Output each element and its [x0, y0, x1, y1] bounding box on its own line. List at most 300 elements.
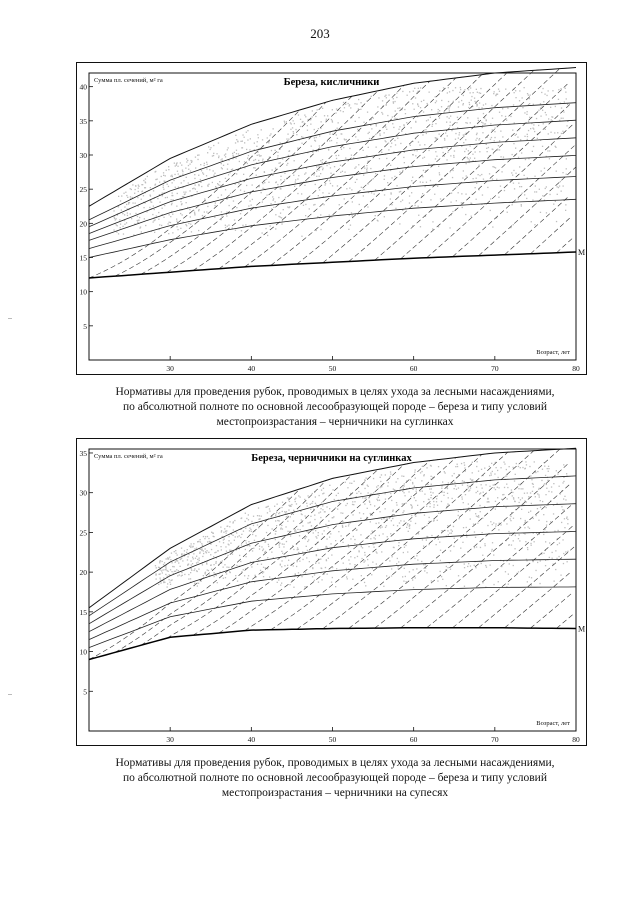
data-point	[452, 211, 453, 212]
data-point	[407, 524, 408, 525]
data-point	[216, 153, 217, 154]
data-point	[459, 134, 460, 135]
data-point	[535, 472, 536, 473]
data-point	[541, 480, 542, 481]
data-point	[319, 189, 320, 190]
data-point	[403, 552, 404, 553]
data-point	[168, 166, 169, 167]
data-point	[478, 174, 479, 175]
data-point	[391, 500, 392, 501]
data-point	[475, 567, 476, 568]
data-point	[498, 487, 499, 488]
data-point	[567, 551, 568, 552]
data-point	[452, 170, 453, 171]
data-point	[235, 230, 236, 231]
data-point	[416, 555, 417, 556]
data-point	[302, 559, 303, 560]
data-point	[384, 194, 385, 195]
data-point	[218, 142, 219, 143]
data-point	[449, 91, 450, 92]
data-point	[488, 501, 489, 502]
data-point	[214, 205, 215, 206]
data-point	[181, 548, 182, 549]
data-point	[479, 175, 480, 176]
data-point	[393, 489, 394, 490]
data-point	[262, 201, 263, 202]
data-point	[172, 192, 173, 193]
dashed-line	[531, 217, 572, 254]
data-point	[391, 177, 392, 178]
data-point	[336, 158, 337, 159]
data-point	[566, 473, 567, 474]
data-point	[247, 158, 248, 159]
data-point	[293, 120, 294, 121]
data-point	[522, 488, 523, 489]
data-point	[470, 92, 471, 93]
data-point	[366, 169, 367, 170]
data-point	[503, 462, 504, 463]
data-point	[415, 97, 416, 98]
data-point	[354, 557, 355, 558]
data-point	[551, 119, 552, 120]
data-point	[331, 140, 332, 141]
data-point	[310, 516, 311, 517]
data-point	[297, 178, 298, 179]
data-point	[513, 104, 514, 105]
data-point	[515, 135, 516, 136]
data-point	[116, 231, 117, 232]
data-point	[248, 575, 249, 576]
x-tick-label: 70	[491, 364, 499, 373]
data-point	[403, 488, 404, 489]
data-point	[198, 209, 199, 210]
data-point	[225, 577, 226, 578]
data-point	[275, 515, 276, 516]
data-point	[530, 511, 531, 512]
data-point	[291, 504, 292, 505]
data-point	[482, 518, 483, 519]
data-point	[546, 521, 547, 522]
x-axis-label: Возраст, лет	[536, 720, 570, 727]
data-point	[226, 212, 227, 213]
data-point	[512, 492, 513, 493]
data-point	[433, 501, 434, 502]
data-point	[512, 495, 513, 496]
data-point	[198, 175, 199, 176]
data-point	[326, 506, 327, 507]
data-point	[455, 139, 456, 140]
data-point	[238, 183, 239, 184]
data-point	[363, 189, 364, 190]
data-point	[558, 99, 559, 100]
upper-curve	[89, 448, 576, 608]
data-point	[355, 166, 356, 167]
data-point	[253, 516, 254, 517]
data-point	[392, 116, 393, 117]
data-point	[524, 87, 525, 88]
data-point	[443, 495, 444, 496]
data-point	[338, 531, 339, 532]
data-point	[478, 471, 479, 472]
data-point	[208, 538, 209, 539]
data-point	[300, 511, 301, 512]
data-point	[153, 206, 154, 207]
data-point	[358, 550, 359, 551]
data-point	[210, 147, 211, 148]
data-point	[465, 494, 466, 495]
data-point	[432, 126, 433, 127]
data-point	[335, 112, 336, 113]
data-point	[273, 207, 274, 208]
data-point	[168, 186, 169, 187]
data-point	[505, 571, 506, 572]
data-point	[281, 223, 282, 224]
data-point	[410, 521, 411, 522]
data-point	[446, 585, 447, 586]
data-point	[115, 219, 116, 220]
data-point	[169, 579, 170, 580]
data-point	[482, 127, 483, 128]
data-point	[236, 139, 237, 140]
data-point	[320, 559, 321, 560]
data-point	[297, 148, 298, 149]
x-tick-label: 60	[409, 735, 418, 744]
data-point	[373, 478, 374, 479]
data-point	[513, 498, 514, 499]
data-point	[391, 143, 392, 144]
data-point	[566, 98, 567, 99]
data-point	[428, 150, 429, 151]
data-point	[468, 107, 469, 108]
data-point	[363, 513, 364, 514]
data-point	[532, 199, 533, 200]
data-point	[477, 92, 478, 93]
data-point	[126, 195, 127, 196]
data-point	[289, 584, 290, 585]
data-point	[244, 137, 245, 138]
data-point	[187, 559, 188, 560]
data-point	[385, 499, 386, 500]
page-number: 203	[310, 26, 330, 41]
data-point	[190, 224, 191, 225]
data-point	[538, 520, 539, 521]
data-point	[135, 203, 136, 204]
data-point	[157, 179, 158, 180]
data-point	[537, 471, 538, 472]
data-point	[384, 175, 385, 176]
data-point	[127, 212, 128, 213]
data-point	[460, 87, 461, 88]
data-point	[410, 504, 411, 505]
data-point	[258, 137, 259, 138]
data-point	[352, 201, 353, 202]
data-point	[476, 183, 477, 184]
data-point	[501, 499, 502, 500]
data-point	[439, 110, 440, 111]
data-point	[478, 120, 479, 121]
data-point	[531, 221, 532, 222]
data-point	[342, 526, 343, 527]
data-point	[433, 507, 434, 508]
data-point	[167, 197, 168, 198]
data-point	[228, 225, 229, 226]
data-point	[248, 205, 249, 206]
data-point	[382, 100, 383, 101]
data-point	[205, 536, 206, 537]
data-point	[504, 190, 505, 191]
data-point	[394, 489, 395, 490]
data-point	[330, 533, 331, 534]
data-point	[400, 201, 401, 202]
data-point	[144, 187, 145, 188]
data-point	[278, 216, 279, 217]
data-point	[293, 131, 294, 132]
data-point	[275, 182, 276, 183]
data-point	[282, 511, 283, 512]
data-point	[311, 146, 312, 147]
data-point	[565, 204, 566, 205]
data-point	[351, 155, 352, 156]
x-tick-label: 80	[572, 735, 580, 744]
data-point	[198, 230, 199, 231]
y-tick-label: 30	[79, 151, 87, 160]
data-point	[421, 101, 422, 102]
data-point	[364, 560, 365, 561]
data-point	[225, 531, 226, 532]
data-point	[304, 174, 305, 175]
data-point	[473, 92, 474, 93]
data-point	[334, 166, 335, 167]
data-point	[186, 177, 187, 178]
data-point	[288, 498, 289, 499]
data-point	[482, 582, 483, 583]
data-point	[469, 510, 470, 511]
data-point	[137, 220, 138, 221]
data-point	[174, 571, 175, 572]
data-point	[469, 102, 470, 103]
data-point	[262, 188, 263, 189]
data-point	[154, 209, 155, 210]
data-point	[376, 124, 377, 125]
data-point	[216, 575, 217, 576]
data-point	[205, 573, 206, 574]
data-point	[286, 516, 287, 517]
data-point	[315, 116, 316, 117]
data-point	[288, 139, 289, 140]
data-point	[168, 571, 169, 572]
data-point	[439, 117, 440, 118]
data-point	[506, 120, 507, 121]
data-point	[528, 130, 529, 131]
data-point	[158, 219, 159, 220]
data-point	[167, 583, 168, 584]
data-point	[348, 559, 349, 560]
data-point	[566, 518, 567, 519]
dashed-line	[245, 77, 464, 267]
data-point	[447, 116, 448, 117]
data-point	[385, 126, 386, 127]
data-point	[221, 194, 222, 195]
data-point	[443, 152, 444, 153]
data-point	[215, 202, 216, 203]
data-point	[533, 518, 534, 519]
data-point	[172, 214, 173, 215]
data-point	[461, 193, 462, 194]
data-point	[520, 139, 521, 140]
plot-area	[89, 449, 576, 731]
data-point	[557, 544, 558, 545]
data-point	[191, 543, 192, 544]
data-point	[448, 482, 449, 483]
data-point	[188, 574, 189, 575]
data-point	[435, 137, 436, 138]
data-point	[120, 227, 121, 228]
data-point	[492, 471, 493, 472]
data-point	[340, 110, 341, 111]
data-point	[221, 163, 222, 164]
data-point	[530, 492, 531, 493]
data-point	[287, 134, 288, 135]
data-point	[493, 522, 494, 523]
data-point	[464, 567, 465, 568]
data-point	[506, 523, 507, 524]
data-point	[228, 536, 229, 537]
data-point	[243, 531, 244, 532]
data-point	[363, 175, 364, 176]
data-point	[413, 587, 414, 588]
data-point	[545, 541, 546, 542]
data-point	[332, 121, 333, 122]
data-point	[386, 105, 387, 106]
data-point	[245, 513, 246, 514]
data-point	[476, 138, 477, 139]
data-point	[548, 491, 549, 492]
data-point	[367, 206, 368, 207]
data-point	[200, 539, 201, 540]
data-point	[451, 533, 452, 534]
data-point	[155, 219, 156, 220]
data-point	[221, 531, 222, 532]
data-point	[386, 158, 387, 159]
data-point	[320, 229, 321, 230]
data-point	[455, 133, 456, 134]
data-point	[403, 157, 404, 158]
data-point	[430, 497, 431, 498]
data-point	[169, 557, 170, 558]
data-point	[468, 487, 469, 488]
data-point	[232, 554, 233, 555]
data-point	[452, 531, 453, 532]
data-point	[130, 213, 131, 214]
data-point	[203, 553, 204, 554]
data-point	[535, 496, 536, 497]
data-point	[200, 541, 201, 542]
data-point	[122, 226, 123, 227]
data-point	[545, 475, 546, 476]
data-point	[322, 108, 323, 109]
y-tick-label: 5	[83, 687, 87, 697]
data-point	[263, 571, 264, 572]
data-point	[225, 227, 226, 228]
data-point	[465, 214, 466, 215]
data-point	[556, 558, 557, 559]
data-point	[211, 569, 212, 570]
data-point	[446, 159, 447, 160]
data-point	[546, 488, 547, 489]
data-point	[156, 567, 157, 568]
data-point	[468, 563, 469, 564]
data-point	[455, 485, 456, 486]
data-point	[406, 122, 407, 123]
data-point	[171, 553, 172, 554]
data-point	[257, 564, 258, 565]
data-point	[229, 205, 230, 206]
data-point	[554, 132, 555, 133]
data-point	[323, 493, 324, 494]
data-point	[244, 142, 245, 143]
data-point	[441, 106, 442, 107]
data-point	[394, 140, 395, 141]
data-point	[281, 507, 282, 508]
data-point	[506, 475, 507, 476]
dashed-line	[453, 146, 575, 257]
data-point	[262, 232, 263, 233]
data-point	[201, 186, 202, 187]
data-point	[268, 546, 269, 547]
data-point	[170, 222, 171, 223]
data-point	[153, 190, 154, 191]
data-point	[308, 495, 309, 496]
data-point	[530, 543, 531, 544]
data-point	[173, 180, 174, 181]
data-point	[464, 462, 465, 463]
data-point	[546, 114, 547, 115]
data-point	[417, 103, 418, 104]
data-point	[456, 200, 457, 201]
data-point	[410, 479, 411, 480]
data-point	[547, 480, 548, 481]
data-point	[430, 199, 431, 200]
data-point	[445, 132, 446, 133]
data-point	[476, 133, 477, 134]
data-point	[521, 186, 522, 187]
data-point	[492, 149, 493, 150]
data-point	[561, 191, 562, 192]
data-point	[342, 513, 343, 514]
data-point	[385, 508, 386, 509]
data-point	[566, 516, 567, 517]
data-point	[524, 136, 525, 137]
data-point	[400, 191, 401, 192]
data-point	[240, 213, 241, 214]
data-point	[225, 178, 226, 179]
data-point	[305, 515, 306, 516]
data-point	[435, 102, 436, 103]
data-point	[337, 128, 338, 129]
data-point	[241, 544, 242, 545]
data-point	[237, 536, 238, 537]
data-point	[340, 165, 341, 166]
data-point	[296, 134, 297, 135]
data-point	[154, 232, 155, 233]
data-point	[412, 154, 413, 155]
data-point	[245, 528, 246, 529]
data-point	[188, 578, 189, 579]
data-point	[350, 107, 351, 108]
data-point	[527, 93, 528, 94]
data-point	[360, 518, 361, 519]
data-point	[316, 137, 317, 138]
